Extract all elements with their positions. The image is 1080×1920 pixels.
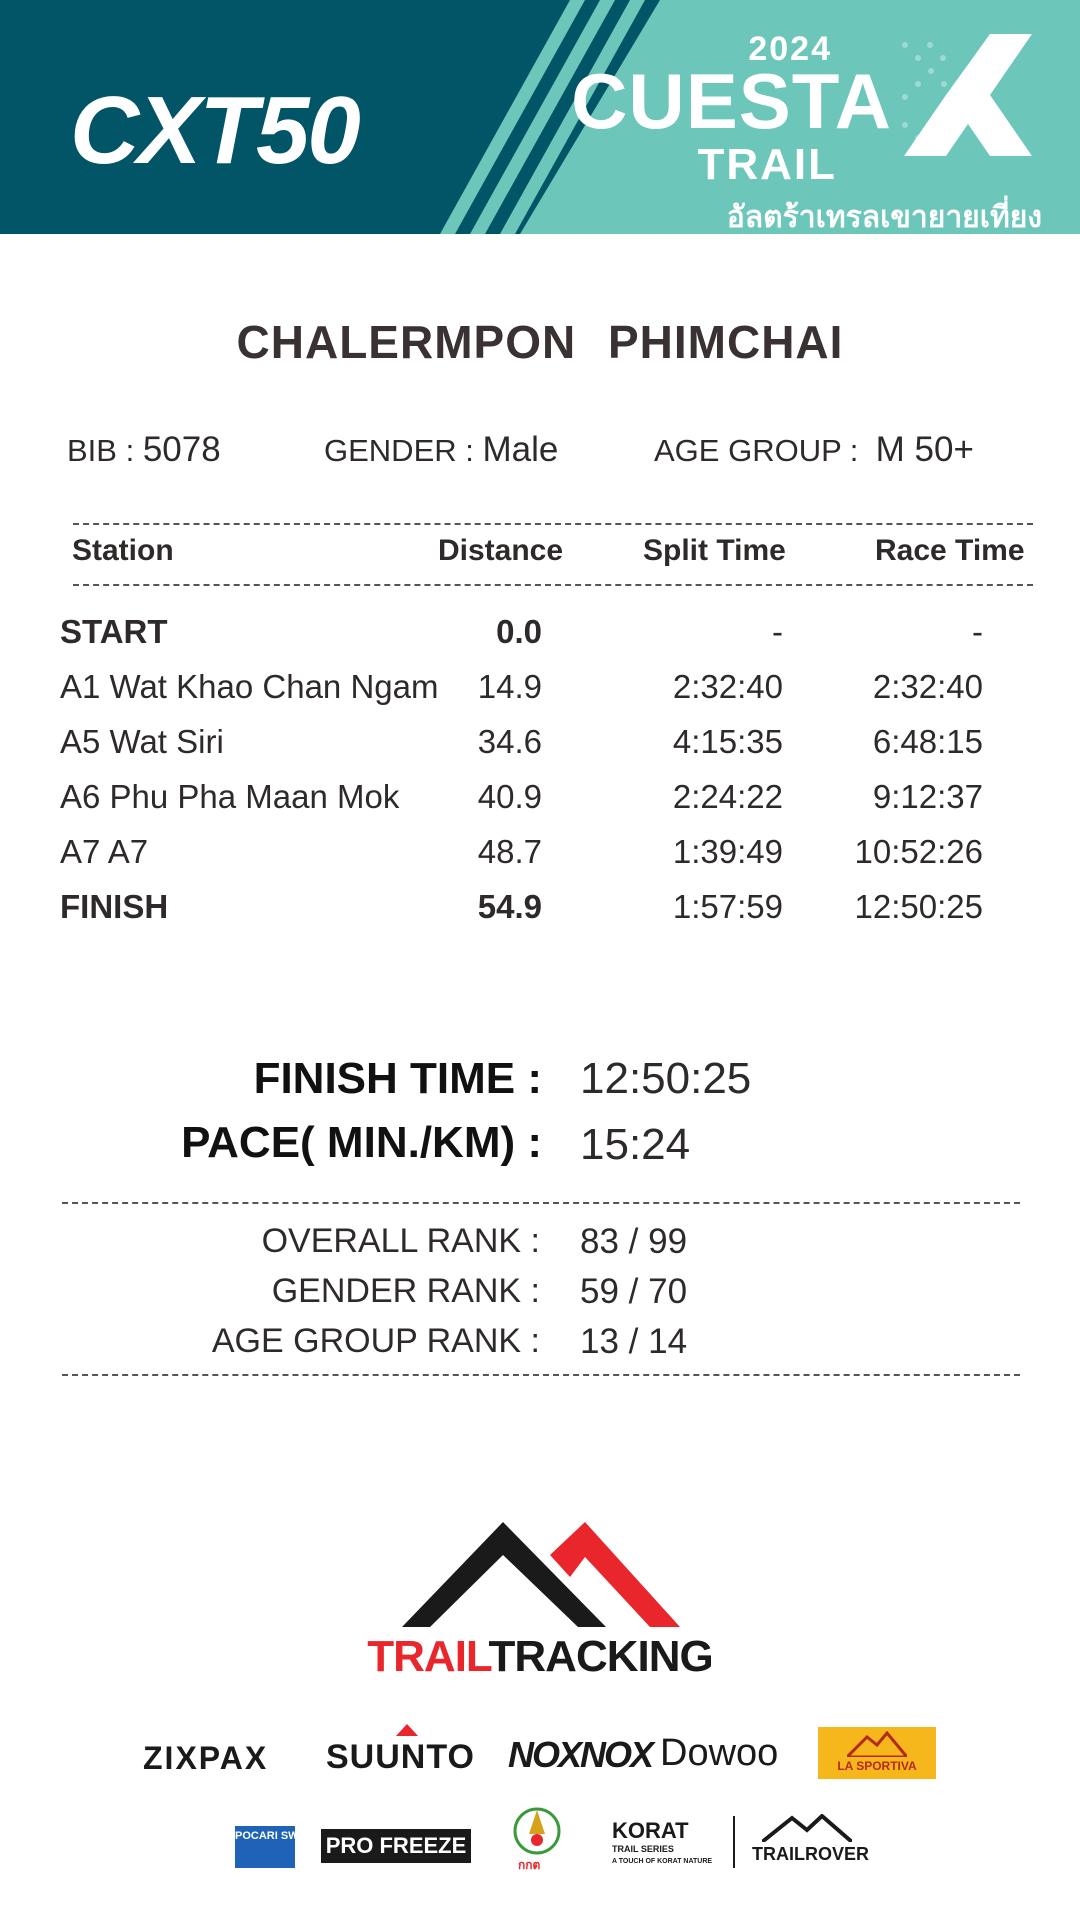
row-a5-station: A5 Wat Siri bbox=[60, 723, 224, 760]
row-start-race: - bbox=[972, 613, 983, 650]
header-race-time: Race Time bbox=[875, 534, 1025, 567]
gender-label: GENDER : bbox=[324, 433, 474, 468]
row-finish-distance: 54.9 bbox=[477, 888, 542, 925]
bib-value: 5078 bbox=[142, 430, 221, 469]
row-a7-station: A7 A7 bbox=[60, 833, 149, 870]
sponsor-dowoo-logo: Dowoo bbox=[660, 1732, 779, 1774]
sponsor-noxnox-logo: NOXNOX bbox=[508, 1734, 653, 1775]
row-a5-distance: 34.6 bbox=[477, 723, 542, 760]
sponsor-pocari-logo: POCARI SWEAT bbox=[235, 1826, 295, 1868]
overall-rank-label: OVERALL RANK : bbox=[261, 1222, 540, 1260]
header-distance: Distance bbox=[438, 534, 564, 567]
suunto-triangle-icon bbox=[396, 1724, 418, 1736]
row-start-station: START bbox=[60, 613, 168, 650]
divider bbox=[62, 1374, 1020, 1376]
sponsor-suunto-text: SUUNTO bbox=[326, 1738, 475, 1776]
emblem-text: กกต bbox=[518, 1858, 541, 1872]
korat-sub: TRAIL SERIES bbox=[612, 1844, 674, 1854]
row-a6-split: 2:24:22 bbox=[672, 778, 783, 815]
trailtracking-wordmark bbox=[0, 1632, 1080, 1682]
age-group-info bbox=[654, 430, 974, 470]
pace-label: PACE( MIN./KM) : bbox=[181, 1118, 542, 1167]
row-a7-distance: 48.7 bbox=[477, 833, 542, 870]
pace-value: 15:24 bbox=[580, 1120, 691, 1169]
gender-rank-value: 59 / 70 bbox=[580, 1272, 688, 1311]
age-group-label: AGE GROUP : bbox=[654, 433, 859, 468]
lasportiva-mountain-icon bbox=[847, 1731, 907, 1757]
runner-name: CHALERMPON PHIMCHAI bbox=[236, 316, 844, 368]
row-a1-race: 2:32:40 bbox=[872, 668, 983, 705]
row-a6-race: 9:12:37 bbox=[872, 778, 983, 815]
header-split-time: Split Time bbox=[643, 534, 786, 567]
row-a1-distance: 14.9 bbox=[477, 668, 542, 705]
row-start-split: - bbox=[772, 613, 783, 650]
overall-rank-value: 83 / 99 bbox=[580, 1222, 688, 1261]
emblem-icon bbox=[512, 1804, 562, 1858]
sponsor-profreeze-logo: PRO FREEZE bbox=[321, 1829, 471, 1863]
trailtracking-part2: TRACKING bbox=[488, 1632, 713, 1681]
sponsor-trailrover-logo bbox=[752, 1814, 869, 1870]
trailrover-text: TRAILROVER bbox=[752, 1844, 869, 1864]
trailrover-mountain-icon bbox=[762, 1814, 852, 1842]
divider bbox=[73, 523, 1033, 525]
event-year: 2024 bbox=[748, 30, 832, 68]
sponsor-lasportiva-logo bbox=[818, 1727, 936, 1779]
event-thai-subtitle: อัลตร้าเทรลเขายายเที่ยง bbox=[726, 201, 1042, 234]
sponsor-divider bbox=[733, 1816, 735, 1868]
korat-text: KORAT bbox=[612, 1818, 689, 1843]
gender-rank-label: GENDER RANK : bbox=[271, 1272, 540, 1310]
korat-tag: A TOUCH OF KORAT NATURE bbox=[612, 1858, 713, 1865]
age-group-rank-value: 13 / 14 bbox=[580, 1322, 688, 1361]
row-a1-split: 2:32:40 bbox=[672, 668, 783, 705]
row-finish-station: FINISH bbox=[60, 888, 169, 925]
event-header-banner bbox=[0, 0, 1080, 234]
trailtracking-part1: TRAIL bbox=[367, 1632, 489, 1681]
row-finish-race: 12:50:25 bbox=[854, 888, 983, 925]
row-a5-race: 6:48:15 bbox=[872, 723, 983, 760]
event-name-line1: CUESTA bbox=[571, 57, 892, 145]
row-start-distance: 0.0 bbox=[496, 613, 542, 650]
row-finish-split: 1:57:59 bbox=[672, 888, 783, 925]
header-station: Station bbox=[72, 534, 174, 567]
divider bbox=[62, 1202, 1020, 1204]
bib-info bbox=[67, 430, 221, 470]
row-a7-race: 10:52:26 bbox=[854, 833, 983, 870]
divider bbox=[73, 584, 1033, 586]
finish-time-value: 12:50:25 bbox=[580, 1054, 752, 1103]
row-a7-split: 1:39:49 bbox=[672, 833, 783, 870]
age-group-value: M 50+ bbox=[875, 430, 974, 469]
row-a1-station: A1 Wat Khao Chan Ngam bbox=[60, 668, 439, 705]
cxt50-logo: CXT50 bbox=[70, 77, 359, 184]
sponsor-emblem-logo bbox=[512, 1804, 562, 1874]
bib-label: BIB : bbox=[67, 433, 135, 468]
finish-time-label: FINISH TIME : bbox=[253, 1054, 542, 1103]
event-name-line2: TRAIL bbox=[697, 140, 837, 189]
gender-value: Male bbox=[482, 430, 559, 469]
age-group-rank-label: AGE GROUP RANK : bbox=[211, 1322, 540, 1360]
row-a5-split: 4:15:35 bbox=[672, 723, 783, 760]
sponsor-zixpax-logo: ZIXPAX bbox=[143, 1740, 269, 1776]
sponsor-korat-logo bbox=[612, 1818, 722, 1874]
sponsor-suunto-logo bbox=[326, 1738, 475, 1777]
gender-info bbox=[324, 430, 558, 470]
row-a6-distance: 40.9 bbox=[477, 778, 542, 815]
lasportiva-text: LA SPORTIVA bbox=[837, 1759, 917, 1773]
row-a6-station: A6 Phu Pha Maan Mok bbox=[60, 778, 400, 815]
